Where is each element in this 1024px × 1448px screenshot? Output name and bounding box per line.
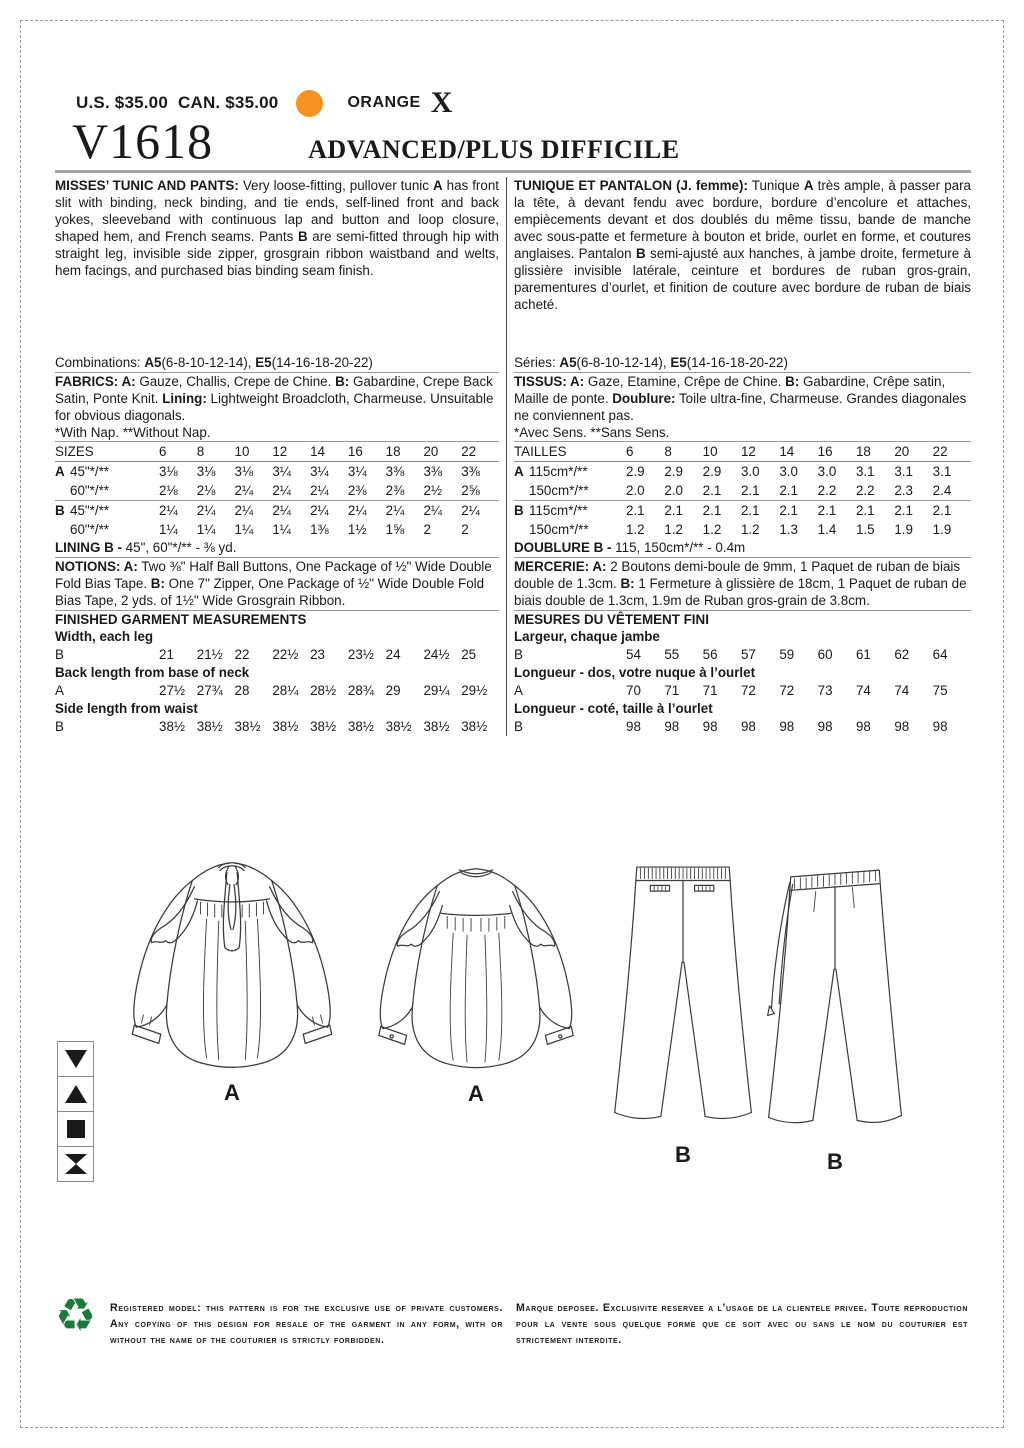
measure-value: 70 xyxy=(626,683,641,699)
measure-heading: Longueur - coté, taille à l’ourlet xyxy=(514,701,713,717)
table-cell: 2⅜ xyxy=(347,483,367,499)
measure-value: 27¾ xyxy=(196,683,223,699)
table-cell: 20 xyxy=(423,444,439,460)
table-cell: 2.1 xyxy=(894,503,913,519)
measure-value: 98 xyxy=(740,719,756,735)
color-letter: X xyxy=(430,86,453,119)
figure-type-symbols xyxy=(57,1041,94,1182)
table-cell: 6 xyxy=(159,444,167,460)
table-cell: 3.1 xyxy=(894,464,913,480)
nap-note-en: *With Nap. **Without Nap. xyxy=(55,424,499,442)
text-columns xyxy=(55,177,971,736)
table-cell: 8 xyxy=(196,444,205,460)
measure-value: 27½ xyxy=(159,683,186,699)
table-cell: 2⅜ xyxy=(385,483,405,499)
size-table-header xyxy=(514,442,971,462)
table-cell: 3⅛ xyxy=(159,464,178,480)
measure-value: 28 xyxy=(234,683,250,699)
table-cell: 2¼ xyxy=(385,503,405,519)
table-cell: 20 xyxy=(894,444,910,460)
measure-value: 21½ xyxy=(196,647,223,663)
tunic-front-figure xyxy=(103,846,361,1106)
table-cell: 3¼ xyxy=(272,464,291,480)
size-table-row xyxy=(55,462,499,481)
measure-value: 98 xyxy=(626,719,641,735)
table-cell: 3.0 xyxy=(779,464,798,480)
table-cell: 2¼ xyxy=(310,483,329,499)
measure-value: 28¼ xyxy=(272,683,299,699)
table-cell: 2¼ xyxy=(347,503,367,519)
table-cell: 2¼ xyxy=(310,503,329,519)
table-cell: B 45"*/** xyxy=(55,503,110,519)
table-cell: 2¼ xyxy=(272,503,291,519)
pants-back-figure xyxy=(758,857,912,1175)
table-cell: 2.9 xyxy=(626,464,645,480)
measure-value: 71 xyxy=(702,683,718,699)
measure-row-label: A xyxy=(514,683,523,699)
table-cell: 2¼ xyxy=(423,503,443,519)
table-cell: 2¼ xyxy=(159,503,178,519)
table-cell: 2.4 xyxy=(932,483,952,499)
measure-value: 38½ xyxy=(196,719,223,735)
table-cell: 3.1 xyxy=(855,464,875,480)
measure-value: 57 xyxy=(740,647,756,663)
measure-value: 38½ xyxy=(272,719,299,735)
measure-row xyxy=(55,681,499,700)
measure-value: 72 xyxy=(740,683,756,699)
table-cell: 150cm*/** xyxy=(529,522,589,538)
tunic-front-label: A xyxy=(224,1080,240,1105)
size-table-row xyxy=(55,500,499,520)
table-cell: TAILLES xyxy=(514,444,567,460)
column-divider xyxy=(506,177,507,736)
measure-row xyxy=(514,717,971,736)
table-cell: 3⅜ xyxy=(461,464,480,480)
measure-value: 64 xyxy=(932,647,948,663)
measure-value: 59 xyxy=(779,647,795,663)
measure-value: 28½ xyxy=(310,683,337,699)
table-cell: 3⅛ xyxy=(196,464,216,480)
table-cell: 2¼ xyxy=(461,503,480,519)
table-cell: 22 xyxy=(932,444,948,460)
measure-row-label: B xyxy=(55,647,64,663)
symbol-square-icon xyxy=(57,1112,94,1147)
table-cell: 2⅛ xyxy=(196,483,216,499)
pants-front-drawing xyxy=(606,854,760,1140)
symbol-triangle-up-icon xyxy=(57,1077,94,1112)
size-table-row xyxy=(514,500,971,520)
measure-value: 23½ xyxy=(347,647,374,663)
measure-value: 28¾ xyxy=(347,683,374,699)
measure-heading: Back length from base of neck xyxy=(55,665,250,681)
measure-value: 62 xyxy=(894,647,910,663)
table-cell: 150cm*/** xyxy=(529,483,589,499)
tunic-back-drawing xyxy=(352,851,600,1079)
lining-en: LINING B - 45", 60"*/** - ⅜ yd. xyxy=(55,539,499,558)
measure-value: 25 xyxy=(461,647,477,663)
recycle-icon: ♻ xyxy=(55,1289,97,1341)
table-cell: 10 xyxy=(234,444,250,460)
measure-value: 22½ xyxy=(272,647,299,663)
table-cell: 1⅜ xyxy=(310,522,329,538)
table-cell: 2.2 xyxy=(817,483,837,499)
table-cell: 1¼ xyxy=(196,522,216,538)
footer-legal-fr: Marque deposee. Exclusivite reservee a l’usage de la clientele privee. Toute reproduction pour la vente sous quelque forme que ce soit avec ou sans le nom du couturier est strictement interdite. xyxy=(516,1302,968,1346)
table-cell: 16 xyxy=(347,444,363,460)
table-cell: 1.2 xyxy=(740,522,760,538)
size-table-header xyxy=(55,442,499,462)
difficulty-level: ADVANCED/PLUS DIFFICILE xyxy=(308,135,680,164)
table-cell: 1¼ xyxy=(159,522,178,538)
measure-value: 38½ xyxy=(461,719,488,735)
table-cell: 2.1 xyxy=(702,503,722,519)
table-cell: 2.3 xyxy=(894,483,913,499)
table-cell: 3⅜ xyxy=(385,464,405,480)
table-cell: 2.1 xyxy=(702,483,722,499)
measure-heading: Width, each leg xyxy=(55,629,154,645)
table-cell: 2.9 xyxy=(702,464,722,480)
table-cell: 2.1 xyxy=(740,483,760,499)
table-cell: 1.5 xyxy=(855,522,875,538)
table-cell: A 115cm*/** xyxy=(514,464,588,480)
table-cell: 1.2 xyxy=(664,522,683,538)
measure-value: 74 xyxy=(894,683,910,699)
measure-value: 54 xyxy=(626,647,641,663)
combinations-fr: Séries: A5(6-8-10-12-14), E5(14-16-18-20-22) xyxy=(514,354,971,373)
table-cell: 1.4 xyxy=(817,522,837,538)
table-cell: 1½ xyxy=(347,522,367,538)
measure-value: 29¼ xyxy=(423,683,450,699)
table-cell: 2.1 xyxy=(779,483,798,499)
table-cell: A 45"*/** xyxy=(55,464,110,480)
table-cell: 18 xyxy=(385,444,401,460)
pants-front-label: B xyxy=(675,1142,691,1167)
table-cell: 14 xyxy=(779,444,795,460)
nap-note-fr: *Avec Sens. **Sans Sens. xyxy=(514,424,971,442)
symbol-triangle-down-icon xyxy=(57,1041,94,1077)
measure-heading: Side length from waist xyxy=(55,701,198,717)
table-cell: 8 xyxy=(664,444,672,460)
table-cell: 2.1 xyxy=(932,503,952,519)
sizes-table-fr xyxy=(514,442,971,539)
lining-fr: DOUBLURE B - 115, 150cm*/** - 0.4m xyxy=(514,539,971,558)
size-table-row xyxy=(55,481,499,500)
measure-value: 24½ xyxy=(423,647,450,663)
pants-back-label: B xyxy=(827,1149,843,1174)
measure-row-label: B xyxy=(514,647,523,663)
table-cell: 1.9 xyxy=(932,522,952,538)
table-cell: 2.2 xyxy=(855,483,875,499)
measure-value: 23 xyxy=(310,647,326,663)
measure-heading: Largeur, chaque jambe xyxy=(514,629,660,645)
measure-value: 74 xyxy=(855,683,871,699)
header-rule xyxy=(55,170,971,173)
table-cell: 3¼ xyxy=(310,464,329,480)
table-cell: 2.0 xyxy=(664,483,683,499)
footer-legal-en: Registered model: this pattern is for the exclusive use of private customers. Any copying of this design for resale of the garment in any form, with or without the name of the couturier is strictly forbidden. xyxy=(110,1302,503,1346)
pants-back-drawing xyxy=(758,857,912,1147)
measure-value: 71 xyxy=(664,683,680,699)
measure-row xyxy=(514,681,971,700)
measure-value: 55 xyxy=(664,647,680,663)
notions-fr: MERCERIE: A: 2 Boutons demi-boule de 9mm, 1 Paquet de ruban de biais double de 1.3cm. B: 1 Fermeture à glissière de 18cm, 1 Paquet de ruban de biais double de 1.3cm, 1.9m de Ruban gros-grain de 3.8cm. xyxy=(514,558,971,611)
table-cell: 2½ xyxy=(423,483,443,499)
combinations-en: Combinations: A5(6-8-10-12-14), E5(14-16-18-20-22) xyxy=(55,354,499,373)
table-cell: 2 xyxy=(461,522,469,538)
measure-value: 38½ xyxy=(234,719,261,735)
measurements-title-en: FINISHED GARMENT MEASUREMENTS xyxy=(55,612,307,628)
measure-row-label: A xyxy=(55,683,64,699)
measure-value: 98 xyxy=(855,719,871,735)
measure-value: 21 xyxy=(159,647,174,663)
table-cell: 2.1 xyxy=(817,503,837,519)
table-cell: 3.0 xyxy=(817,464,837,480)
table-cell: 16 xyxy=(817,444,833,460)
table-cell: 1.3 xyxy=(779,522,798,538)
table-cell: SIZES xyxy=(55,444,94,460)
measure-value: 61 xyxy=(855,647,871,663)
sizes-table-en xyxy=(55,442,499,539)
measure-value: 29½ xyxy=(461,683,488,699)
tunic-back-figure xyxy=(352,851,600,1107)
table-cell: 2.1 xyxy=(855,503,875,519)
measure-value: 56 xyxy=(702,647,718,663)
measure-value: 98 xyxy=(894,719,910,735)
table-cell: 1.9 xyxy=(894,522,913,538)
table-cell: 2.9 xyxy=(664,464,683,480)
table-cell: 2.1 xyxy=(779,503,798,519)
table-cell: 1¼ xyxy=(234,522,254,538)
measure-value: 29 xyxy=(385,683,401,699)
measure-value: 72 xyxy=(779,683,795,699)
measure-value: 60 xyxy=(817,647,833,663)
title-row xyxy=(72,113,772,169)
description-en: MISSES’ TUNIC AND PANTS: Very loose-fitting, pullover tunic A has front slit with binding, neck binding, and tie ends, self-lined front and back yokes, sleeveband with continuous lap and button and loop closure, shaped hem, and French seams. Pants B are semi-fitted through hip with straight leg, invisible side zipper, grosgrain ribbon waistband and welts, hem facings, and purchased bias binding seam finish. xyxy=(55,178,499,279)
measure-row xyxy=(55,717,499,736)
measure-value: 38½ xyxy=(159,719,186,735)
measure-value: 98 xyxy=(779,719,795,735)
table-cell: 2.1 xyxy=(740,503,760,519)
table-cell: 6 xyxy=(626,444,634,460)
measure-row xyxy=(514,645,971,664)
tunic-front-drawing xyxy=(103,846,361,1078)
table-cell: 3.1 xyxy=(932,464,952,480)
measure-value: 22 xyxy=(234,647,250,663)
french-column xyxy=(514,177,971,736)
measure-value: 38½ xyxy=(310,719,337,735)
measure-value: 24 xyxy=(385,647,401,663)
table-cell: 22 xyxy=(461,444,477,460)
table-cell: 60"*/** xyxy=(70,522,110,538)
measure-value: 98 xyxy=(664,719,680,735)
table-cell: 14 xyxy=(310,444,326,460)
fabrics-en: FABRICS: A: Gauze, Challis, Crepe de Chine. B: Gabardine, Crepe Back Satin, Ponte Knit. Lining: Lightweight Broadcloth, Charmeuse. Unsuitable for obvious diagonals. xyxy=(55,374,494,424)
table-cell: 3¼ xyxy=(347,464,367,480)
price-can: CAN. $35.00 xyxy=(177,93,279,112)
price-us: U.S. $35.00 xyxy=(76,93,168,112)
measure-value: 38½ xyxy=(385,719,412,735)
table-cell: 12 xyxy=(272,444,288,460)
english-column xyxy=(55,177,499,736)
table-cell: 1⅝ xyxy=(385,522,405,538)
measure-value: 38½ xyxy=(347,719,374,735)
table-cell: 1.2 xyxy=(702,522,722,538)
measure-value: 75 xyxy=(932,683,948,699)
table-cell: 10 xyxy=(702,444,718,460)
table-cell: 2 xyxy=(423,522,431,538)
table-cell: 18 xyxy=(855,444,871,460)
fabrics-fr: TISSUS: A: Gaze, Etamine, Crêpe de Chine. B: Gabardine, Crêpe satin, Maille de ponte. Doublure: Toile ultra-fine, Charmeuse. Grandes diagonales ne conviennent pas. xyxy=(514,374,967,424)
table-cell: 12 xyxy=(740,444,756,460)
measure-value: 98 xyxy=(702,719,718,735)
pants-front-figure xyxy=(606,854,760,1168)
table-cell: 2.1 xyxy=(664,503,683,519)
table-cell: 3.0 xyxy=(740,464,760,480)
description-fr: TUNIQUE ET PANTALON (J. femme): Tunique A très ample, à passer para la tête, à devant fendu avec bordure, bordure d’encolure et attaches, empiècements devant et dos doublés du même tissu, bande de manche avec sous-patte et fermeture à bouton et bride, ourlet en forme, et coutures anglaises. Pantalon B semi-ajusté aux hanches, à jambe droite, fermeture à glissière invisible latérale, ceinture et bordures de ruban gros-grain, parementures d’ourlet, et finition de couture avec bordure de ruban de biais acheté. xyxy=(514,178,971,313)
size-table-row xyxy=(55,520,499,539)
size-table-row xyxy=(514,520,971,539)
measure-row-label: B xyxy=(514,719,523,735)
tunic-back-label: A xyxy=(468,1081,484,1106)
table-cell: 3⅜ xyxy=(423,464,443,480)
measure-value: 73 xyxy=(817,683,833,699)
table-cell: 2¼ xyxy=(234,503,254,519)
measure-heading: Longueur - dos, votre nuque à l’ourlet xyxy=(514,665,756,681)
symbol-hourglass-icon xyxy=(57,1147,94,1182)
table-cell: 2⅝ xyxy=(461,483,480,499)
table-cell: B 115cm*/** xyxy=(514,503,588,519)
table-cell: 2¼ xyxy=(272,483,291,499)
measure-value: 98 xyxy=(932,719,948,735)
color-name: ORANGE xyxy=(347,94,421,111)
table-cell: 2⅛ xyxy=(159,483,178,499)
orange-dot-icon xyxy=(296,90,323,117)
table-cell: 2.1 xyxy=(626,503,645,519)
size-table-row xyxy=(514,462,971,481)
table-cell: 2¼ xyxy=(234,483,254,499)
pattern-number: V1618 xyxy=(72,113,214,169)
table-cell: 60"*/** xyxy=(70,483,110,499)
measure-row-label: B xyxy=(55,719,64,735)
size-table-row xyxy=(514,481,971,500)
notions-en: NOTIONS: A: Two ⅜" Half Ball Buttons, One Package of ½" Wide Double Fold Bias Tape. B: One 7" Zipper, One Package of ½" Wide Double Fold Bias Tape, 2 yds. of 1½" Wide Grosgrain Ribbon. xyxy=(55,558,499,611)
measurements-title-fr: MESURES DU VÊTEMENT FINI xyxy=(514,612,709,628)
table-cell: 2.0 xyxy=(626,483,645,499)
table-cell: 1.2 xyxy=(626,522,645,538)
measure-row xyxy=(55,645,499,664)
measure-value: 38½ xyxy=(423,719,450,735)
table-cell: 2¼ xyxy=(196,503,216,519)
measure-value: 98 xyxy=(817,719,833,735)
table-cell: 3⅛ xyxy=(234,464,254,480)
table-cell: 1¼ xyxy=(272,522,291,538)
